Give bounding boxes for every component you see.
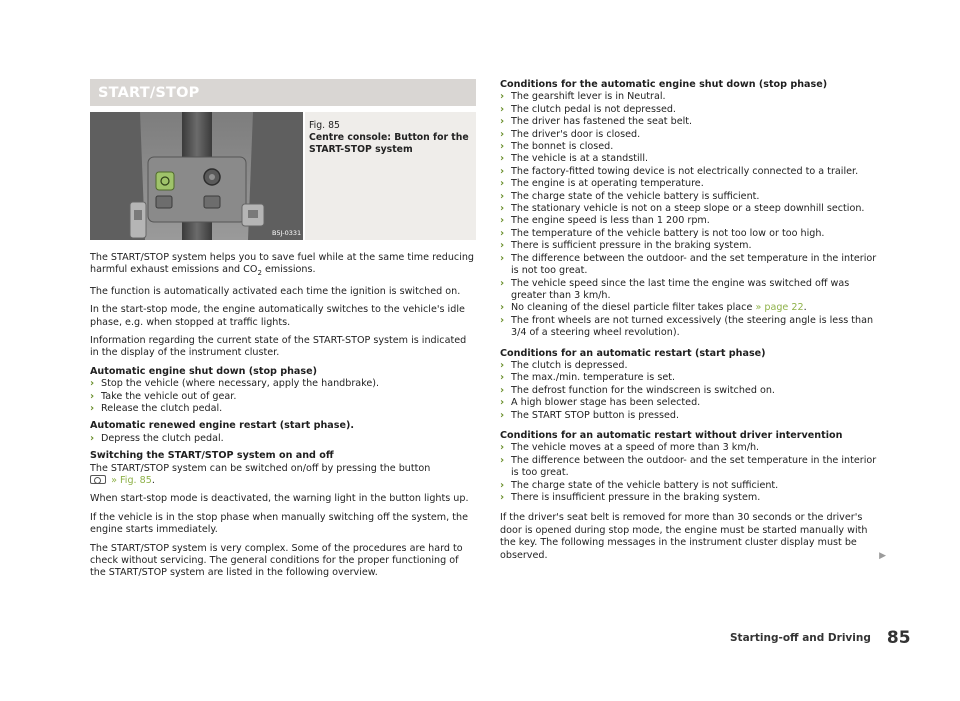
list-item: › The bonnet is closed. [500, 141, 614, 153]
list-item: › The vehicle is at a standstill. [500, 153, 649, 165]
list-item: › The clutch pedal is not depressed. [500, 103, 676, 115]
chevron-right-icon: › [500, 141, 505, 153]
left-body [90, 252, 476, 580]
chevron-right-icon: › [500, 277, 505, 289]
chevron-right-icon: › [500, 153, 505, 165]
figure-caption [305, 112, 476, 240]
list-item: › The front wheels are not turned excessively (the steering angle is less than 3/4 of a steering wheel revolution). [500, 314, 874, 339]
list-item: › The driver's door is closed. [500, 128, 641, 140]
centre-console-illustration [90, 112, 303, 240]
left-column [90, 79, 476, 586]
start-phase-heading: Automatic renewed engine restart (start phase). [90, 420, 355, 432]
switching-paragraph: The START/STOP system can be switched on/off by pressing the button » Fig. 85. [90, 462, 431, 486]
paragraph: When start-stop mode is deactivated, the warning light in the button lights up. [90, 493, 469, 505]
figure-link[interactable]: » Fig. 85 [111, 475, 152, 486]
list-item: › A high blower stage has been selected. [500, 397, 701, 409]
intro-paragraph: The START/STOP system helps you to save fuel while at the same time reducing harmful exhaust emissions and $CO_2$ emissions. [90, 252, 475, 278]
chevron-right-icon: › [500, 91, 505, 103]
list-item: › Release the clutch pedal. [90, 402, 223, 414]
section-banner [90, 79, 476, 106]
switching-heading: Switching the START/STOP system on and off [90, 450, 334, 462]
list-item: › The defrost function for the windscreen is switched on. [500, 384, 775, 396]
figure-photo [90, 112, 303, 240]
list-item: › The vehicle speed since the last time the engine was switched off was greater than 3 km/h. [500, 277, 850, 301]
figure-title: Centre console: Button for the START-STOP system [309, 132, 469, 155]
list-item: › The clutch is depressed. [500, 359, 628, 371]
list-item: › The charge state of the vehicle battery is sufficient. [500, 190, 760, 202]
chevron-right-icon: › [90, 432, 95, 444]
list-item: › Depress the clutch pedal. [90, 432, 224, 444]
auto-restart-heading: Conditions for an automatic restart without driver intervention [500, 429, 843, 441]
list-item: › The engine speed is less than 1 200 rpm. [500, 215, 710, 227]
chapter-title: Starting-off and Driving [730, 632, 871, 644]
list-item: › Stop the vehicle (where necessary, apply the handbrake). [90, 378, 380, 390]
figure-code: B5J-0331 [272, 229, 302, 237]
chevron-right-icon: › [500, 116, 505, 128]
list-item: › The charge state of the vehicle battery is not sufficient. [500, 479, 779, 491]
paragraph: If the vehicle is in the stop phase when manually switching off the system, the engine starts immediately. [90, 511, 468, 536]
figure-85 [90, 112, 476, 240]
list-item: › There is sufficient pressure in the braking system. [500, 240, 752, 252]
chevron-right-icon: › [500, 479, 505, 491]
start-phase-list [90, 433, 476, 445]
chevron-right-icon: › [500, 203, 505, 215]
list-item: › The stationary vehicle is not on a steep slope or a steep downhill section. [500, 203, 865, 215]
chevron-right-icon: › [500, 240, 505, 252]
chevron-right-icon: › [500, 384, 505, 396]
start-stop-button-icon [90, 475, 106, 484]
chevron-right-icon: › [500, 302, 505, 314]
list-item: › There is insufficient pressure in the braking system. [500, 492, 761, 503]
continue-arrow-icon: ▶ [879, 550, 886, 561]
chevron-right-icon: › [500, 314, 505, 326]
list-item: › The vehicle moves at a speed of more than 3 km/h. [500, 442, 760, 454]
list-item: › No cleaning of the diesel particle filter takes place » page 22. [500, 302, 807, 314]
final-paragraph: If the driver's seat belt is removed for more than 30 seconds or the driver's door is opened during stop mode, the engine must be started manually with the key. The following messages in the instrument cluster display must be observed. [500, 512, 868, 561]
list-item: › The engine is at operating temperature. [500, 178, 704, 190]
paragraph: In the start-stop mode, the engine automatically switches to the vehicle's idle phase, e.g. when stopped at traffic lights. [90, 304, 465, 328]
list-item: › The temperature of the vehicle battery is not too low or too high. [500, 227, 825, 239]
chevron-right-icon: › [500, 190, 505, 202]
chevron-right-icon: › [90, 390, 95, 402]
chevron-right-icon: › [500, 165, 505, 177]
stop-conditions-block [500, 79, 886, 340]
chevron-right-icon: › [500, 227, 505, 239]
right-column [500, 79, 886, 562]
page-footer [730, 628, 911, 648]
list-item: › The difference between the outdoor- and the set temperature in the interior is not too great. [500, 252, 877, 277]
stop-conditions-heading: Conditions for the automatic engine shut down (stop phase) [500, 79, 828, 90]
list-item: › The gearshift lever is in Neutral. [500, 91, 666, 103]
chevron-right-icon: › [90, 378, 95, 390]
paragraph: The START/STOP system is very complex. Some of the procedures are hard to check without servicing. The general conditions for the proper functioning of the START/STOP system are listed in the following overview. [90, 542, 463, 579]
stop-phase-heading: Automatic engine shut down (stop phase) [90, 365, 318, 377]
stop-phase-list [90, 378, 476, 415]
chevron-right-icon: › [500, 409, 505, 421]
chevron-right-icon: › [500, 454, 505, 466]
chevron-right-icon: › [500, 359, 505, 371]
chevron-right-icon: › [500, 397, 505, 409]
chevron-right-icon: › [500, 215, 505, 227]
final-block [500, 512, 886, 562]
page-number: 85 [886, 628, 911, 648]
chevron-right-icon: › [500, 178, 505, 190]
list-item: › Take the vehicle out of gear. [90, 390, 237, 402]
list-item: › The max./min. temperature is set. [500, 372, 676, 384]
page-link[interactable]: » page 22 [755, 302, 804, 314]
paragraph: Information regarding the current state of the START-STOP system is indicated in the display of the instrument cluster. [90, 334, 467, 359]
chevron-right-icon: › [500, 103, 505, 115]
start-conditions-block [500, 348, 886, 422]
figure-number: Fig. 85 [309, 120, 340, 131]
section-title: START/STOP [98, 84, 200, 101]
chevron-right-icon: › [500, 128, 505, 140]
chevron-right-icon: › [90, 402, 95, 414]
list-item: › The driver has fastened the seat belt. [500, 116, 693, 128]
list-item: › The difference between the outdoor- and the set temperature in the interior is too great. [500, 454, 877, 479]
chevron-right-icon: › [500, 492, 505, 503]
chevron-right-icon: › [500, 252, 505, 264]
start-conditions-heading: Conditions for an automatic restart (start phase) [500, 347, 766, 359]
auto-restart-conditions-block [500, 430, 886, 504]
list-item: › The START STOP button is pressed. [500, 409, 680, 421]
chevron-right-icon: › [500, 442, 505, 454]
list-item: › The factory-fitted towing device is not electrically connected to a trailer. [500, 165, 859, 177]
paragraph: The function is automatically activated each time the ignition is switched on. [90, 285, 461, 297]
chevron-right-icon: › [500, 372, 505, 384]
